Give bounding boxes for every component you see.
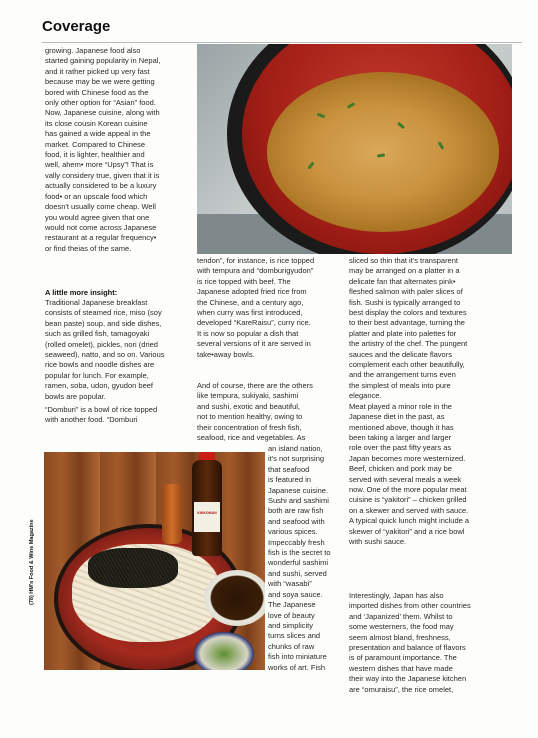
text-line: and the arrangement turns even bbox=[349, 370, 456, 380]
bottle-label bbox=[194, 502, 220, 532]
text-line: several versions of it are served in bbox=[197, 339, 311, 349]
text-line: cuisine is “yakitori” – chicken grilled bbox=[349, 495, 467, 505]
bottle-label-text: KIKKOMAN bbox=[197, 511, 217, 515]
text-line: Meat played a minor role in the bbox=[349, 401, 452, 411]
text-line: such as grilled fish, tamagoyaki bbox=[45, 329, 150, 339]
text-line: food• or an upscale food which bbox=[45, 191, 148, 201]
spice-shaker bbox=[162, 484, 182, 544]
text-line: works of art. Fish bbox=[268, 662, 326, 672]
text-line: sliced so thin that it's transparent bbox=[349, 256, 458, 265]
text-line: started gaining popularity in Nepal, bbox=[45, 56, 161, 66]
text-line: well, ahem• more “Upsy”! That is bbox=[45, 160, 154, 170]
text-line: platter and plate into palettes for bbox=[349, 328, 457, 338]
column-1-text bbox=[45, 46, 161, 254]
page-footer-caption: (78) HM's Food & Wine Magazine bbox=[29, 519, 35, 605]
text-line: and ‘Japanized’ them. Whilst to bbox=[349, 611, 453, 621]
text-line: seem almost bland, freshness, bbox=[349, 632, 451, 642]
column-1-text-3 bbox=[45, 405, 157, 426]
text-line: is featured in bbox=[268, 475, 311, 485]
text-line: rice bowls and noodle dishes are bbox=[45, 360, 155, 370]
text-line: imported dishes from other countries bbox=[349, 601, 471, 611]
text-line: Japanese cuisine. bbox=[268, 485, 329, 495]
text-line: market. Compared to Chinese bbox=[45, 139, 146, 149]
text-line: Interestingly, Japan has also bbox=[349, 591, 444, 600]
text-line: not to mention healthy, owing to bbox=[197, 412, 303, 422]
text-line: best display the colors and textures bbox=[349, 308, 467, 318]
text-line: seafood, rice and vegetables. As bbox=[197, 433, 306, 443]
text-line: to their best advantage, turning the bbox=[349, 318, 465, 328]
text-line: sauces and the delicate flavors bbox=[349, 349, 452, 359]
text-line: And of course, there are the others bbox=[197, 381, 313, 390]
text-line: fleshed salmon with paler slices of bbox=[349, 287, 463, 297]
text-line: bored with Chinese food as the bbox=[45, 87, 149, 97]
text-line: would not come across Japanese bbox=[45, 222, 157, 232]
text-line: served with several meals a week bbox=[349, 474, 462, 484]
text-line: like tempura, sukiyaki, sashimi bbox=[197, 391, 299, 401]
text-line: are “omuraisu”, the rice omelet, bbox=[349, 684, 454, 694]
text-line: turns slices and bbox=[268, 631, 321, 641]
text-line: has gained a wide appeal in the bbox=[45, 129, 151, 139]
column-3-text bbox=[349, 256, 469, 547]
text-line: only other option for “Asian” food. bbox=[45, 98, 156, 108]
text-line: presentation and balance of flavors bbox=[349, 643, 466, 653]
text-line: role over the past fifty years as bbox=[349, 443, 452, 453]
text-line: you would agree given that one bbox=[45, 212, 150, 222]
text-line: Japan becomes more westernized. bbox=[349, 453, 466, 463]
text-line: popular for lunch. For example, bbox=[45, 370, 149, 380]
text-line: complement each other beautifully, bbox=[349, 360, 465, 370]
text-line: A typical quick lunch might include a bbox=[349, 516, 470, 526]
text-line: doesn't usually come cheap. Well bbox=[45, 202, 156, 212]
column-1-text-2 bbox=[45, 298, 165, 402]
text-line: delicate fan that alternates pink• bbox=[349, 276, 456, 286]
column-3-text-2 bbox=[349, 591, 471, 695]
text-line: food, it is lighter, healthier and bbox=[45, 150, 145, 160]
text-line: skewer of “yakitori” and a rice bowl bbox=[349, 526, 465, 536]
column-2-narrow-text bbox=[268, 444, 331, 673]
text-line: fish is the secret to bbox=[268, 548, 331, 558]
text-line: take•away bowls. bbox=[197, 349, 255, 359]
text-line: when curry was first introduced, bbox=[197, 308, 303, 318]
text-line: the artistry of the chef. The pungent bbox=[349, 339, 468, 349]
text-line: on a skewer and served with sauce. bbox=[349, 505, 469, 515]
udon-noodle-photo bbox=[44, 452, 265, 670]
text-line: its close cousin Korean cuisine bbox=[45, 118, 148, 128]
text-line: and it rather picked up very fast bbox=[45, 66, 150, 76]
text-line: vally considery true, given that it is bbox=[45, 170, 160, 180]
text-line: and sushi, exotic and beautiful, bbox=[197, 401, 300, 411]
text-line: is rice topped with beef. The bbox=[197, 276, 291, 286]
text-line: the simplest of meals into pure bbox=[349, 380, 451, 390]
text-line: The Japanese bbox=[268, 600, 316, 610]
text-line: fish. Sushi is typically arranged to bbox=[349, 297, 461, 307]
text-line: Japanese diet in the past, as bbox=[349, 412, 445, 422]
miso-soup bbox=[267, 72, 499, 232]
text-line: (rolled omelet), pickles, nori (dried bbox=[45, 339, 158, 349]
text-line: Beef, chicken and pork may be bbox=[349, 464, 452, 474]
text-line: fish into miniature bbox=[268, 652, 327, 662]
text-line: with another food. “Domburi bbox=[45, 415, 138, 425]
text-line: ramen, soba, udon, gyudon beef bbox=[45, 381, 153, 391]
text-line: now. One of the more popular meat bbox=[349, 484, 467, 494]
column-2-text bbox=[197, 256, 314, 360]
text-line: may be arranged on a platter in a bbox=[349, 266, 460, 276]
condiment-bowl bbox=[194, 632, 254, 670]
text-line: “Domburi” is a bowl of rice topped bbox=[45, 405, 158, 414]
text-line: love of beauty bbox=[268, 610, 315, 620]
dipping-sauce-bowl bbox=[204, 570, 265, 626]
text-line: some westerners, the food may bbox=[349, 622, 454, 632]
text-line: Japanese adopted fried rice from bbox=[197, 287, 307, 297]
text-line: and simplicity bbox=[268, 620, 314, 630]
text-line: it's not surprising bbox=[268, 454, 325, 464]
text-line: and soya sauce. bbox=[268, 589, 323, 599]
text-line: their concentration of fresh fish, bbox=[197, 422, 302, 432]
subheading: A little more insight: bbox=[45, 288, 118, 297]
text-line: Now, Japanese cuisine, along with bbox=[45, 108, 160, 118]
miso-soup-photo bbox=[197, 44, 512, 254]
text-line: elegance. bbox=[349, 391, 382, 401]
text-line: wonderful sashimi bbox=[268, 558, 329, 568]
text-line: various spices. bbox=[268, 527, 318, 537]
text-line: both are raw fish bbox=[268, 506, 324, 516]
text-line: restaurant at a regular frequency• bbox=[45, 233, 157, 243]
text-line: with “wasabi” bbox=[268, 579, 312, 589]
text-line: with tempura and “domburigyudon” bbox=[197, 266, 314, 276]
text-line: or find theias of the same. bbox=[45, 243, 132, 253]
text-line: that seafood bbox=[268, 464, 310, 474]
text-line: It is now so popular a dish that bbox=[197, 328, 299, 338]
text-line: developed “KareRaisu”, curry rice. bbox=[197, 318, 311, 328]
text-line: with sushi sauce. bbox=[349, 536, 407, 546]
text-line: because may be we were getting bbox=[45, 77, 155, 87]
text-line: Traditional Japanese breakfast bbox=[45, 298, 148, 307]
text-line: growing. Japanese food also bbox=[45, 46, 141, 55]
text-line: been taking a larger and larger bbox=[349, 432, 452, 442]
text-line: an island nation, bbox=[268, 444, 323, 453]
text-line: tendon”, for instance, is rice topped bbox=[197, 256, 315, 265]
text-line: and seafood with bbox=[268, 516, 325, 526]
nori-topping bbox=[88, 548, 178, 588]
column-2-text-2 bbox=[197, 381, 313, 443]
text-line: western dishes that have made bbox=[349, 663, 453, 673]
text-line: consists of steamed rice, miso (soy bbox=[45, 308, 162, 318]
text-line: and sushi, served bbox=[268, 568, 327, 578]
text-line: the Chinese, and a century ago, bbox=[197, 297, 304, 307]
text-line: is of paramount importance. The bbox=[349, 653, 457, 663]
text-line: actually considered to be a luxury bbox=[45, 181, 157, 191]
text-line: bowls are popular. bbox=[45, 391, 106, 401]
text-line: chunks of raw bbox=[268, 641, 315, 651]
header-rule bbox=[42, 42, 522, 43]
text-line: mentioned above, though it has bbox=[349, 422, 454, 432]
text-line: bean paste) soup, and side dishes, bbox=[45, 318, 162, 328]
text-line: Sushi and sashimi bbox=[268, 496, 329, 506]
text-line: their way into the Japanese kitchen bbox=[349, 674, 467, 684]
text-line: Impeccably fresh bbox=[268, 537, 325, 547]
section-title: Coverage bbox=[42, 18, 111, 35]
text-line: seaweed), natto, and so on. Various bbox=[45, 350, 165, 360]
